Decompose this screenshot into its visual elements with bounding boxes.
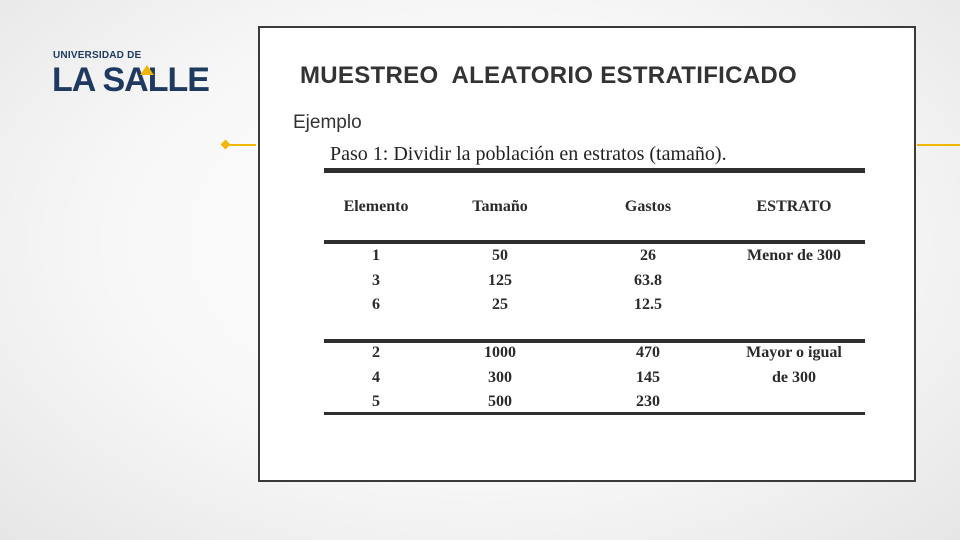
step-description: Paso 1: Dividir la población en estratos (tamaño). — [330, 143, 727, 165]
university-logo — [52, 48, 222, 100]
slide-title: MUESTREO ALEATORIO ESTRATIFICADO — [300, 62, 798, 89]
table-cell: 300 — [488, 369, 512, 386]
table-cell: 230 — [636, 393, 660, 410]
table-cell: 470 — [636, 344, 660, 361]
slide-subtitle: Ejemplo — [293, 112, 362, 133]
stratum-label-2-line-2: de 300 — [772, 369, 816, 386]
table-cell: 25 — [492, 296, 508, 313]
table-cell: 3 — [372, 272, 380, 289]
stratum-label-2-line-1: Mayor o igual — [746, 344, 842, 361]
table-top-rule — [324, 168, 865, 173]
table-cell: 500 — [488, 393, 512, 410]
table-cell: 1000 — [484, 344, 516, 361]
table-cell: 2 — [372, 344, 380, 361]
table-cell: 5 — [372, 393, 380, 410]
column-header-estrato: ESTRATO — [756, 198, 832, 215]
table-cell: 4 — [372, 369, 380, 386]
table-group-rule — [324, 339, 865, 343]
column-header-elemento: Elemento — [343, 198, 409, 215]
table-bottom-rule — [324, 412, 865, 415]
column-header-tamano: Tamaño — [472, 198, 528, 215]
table-cell: 125 — [488, 272, 512, 289]
stratum-label-1: Menor de 300 — [747, 247, 841, 264]
table-cell: 1 — [372, 247, 380, 264]
table-cell: 12.5 — [634, 296, 662, 313]
decorative-line-left — [226, 144, 256, 146]
table-cell: 63.8 — [634, 272, 662, 289]
logo-main-text: LA SALLE — [52, 61, 209, 99]
table-cell: 145 — [636, 369, 660, 386]
decorative-line-right — [917, 144, 960, 146]
table-cell: 6 — [372, 296, 380, 313]
logo-accent-icon — [140, 65, 154, 75]
table-cell: 50 — [492, 247, 508, 264]
table-header-rule — [324, 240, 865, 244]
logo-top-text: UNIVERSIDAD DE — [53, 50, 142, 61]
column-header-gastos: Gastos — [624, 198, 672, 215]
table-cell: 26 — [640, 247, 656, 264]
